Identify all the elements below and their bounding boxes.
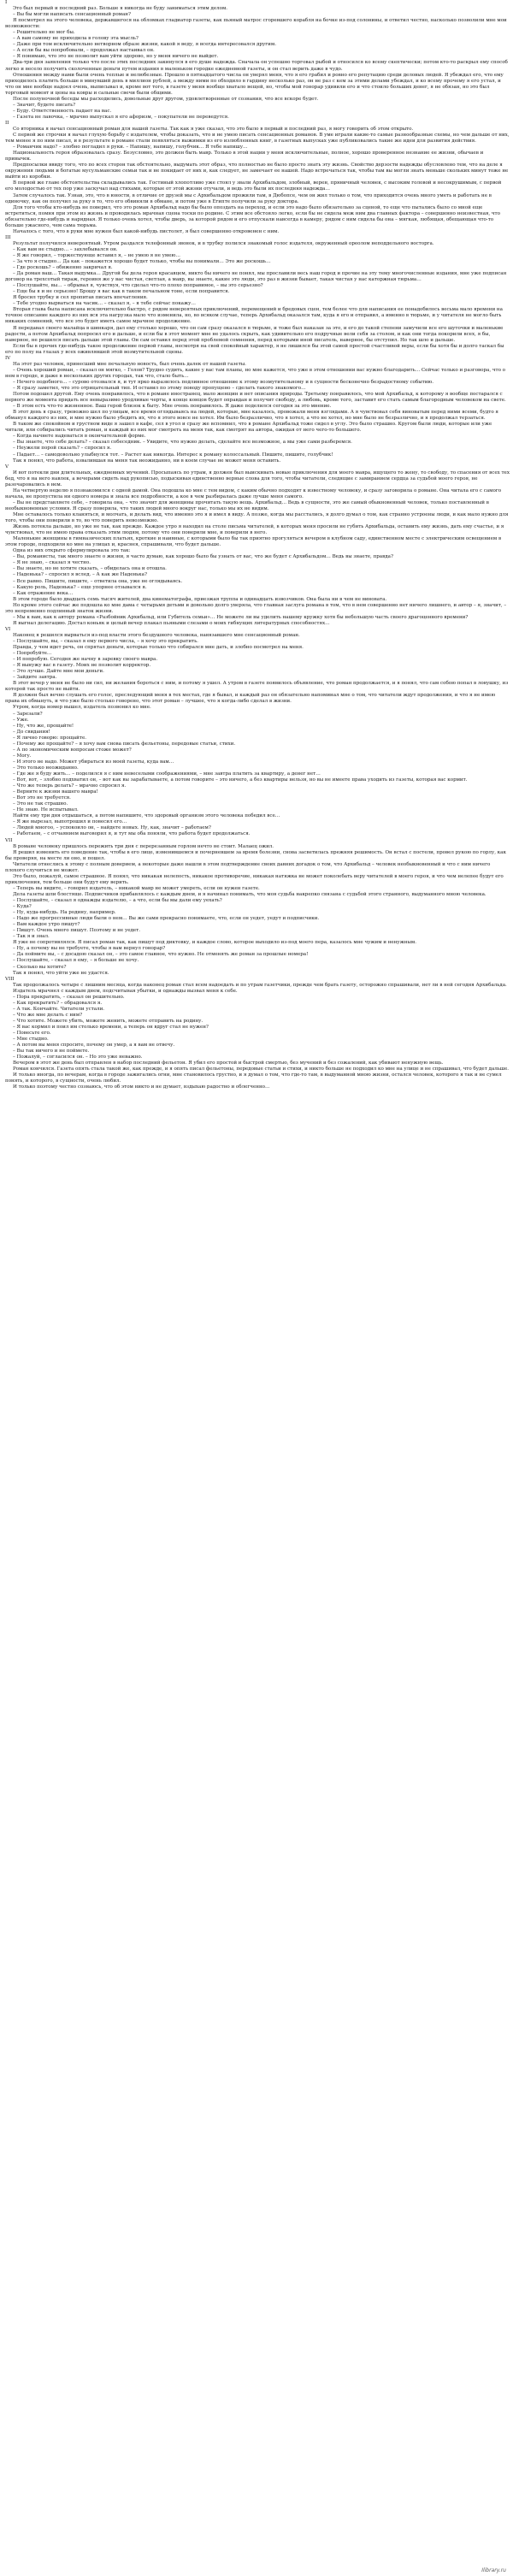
paragraph: В этом городе было двадцать семь тысяч жителей, два кинематографа, приезжая труппа и одинадцать извозчиков. Она была ни в чем не виновата. — [13, 596, 387, 602]
paragraph: Одна из них открыто сформулировала это так: — [13, 548, 131, 554]
paragraph: Два-три дня заявления только что после этих последних закинулся в его душе надежда. Сначала он успешно торговал рыбой и относился ко всему скептически; потом кто-то раскрыл ему способ легко и весело получить сколоченные деньги путем издания в маленьком городке ежедневной газеты, и он стал верить даже в чудо. — [5, 60, 508, 72]
dialog-line: – Не знаю. Не испытывал. — [13, 807, 79, 813]
dialog-line: – Пора прекратить, – сказал он решительно. — [13, 994, 125, 1000]
dialog-line: – Пожалуй, – согласился он. – Но это уже неважно. — [13, 1055, 143, 1061]
dialog-line: – Куда? — [13, 904, 32, 910]
paragraph: Наконец я решился вырваться из-под власти этого бездушного человека, навязавшего мне сенсационный роман. — [13, 632, 300, 638]
dialog-line: – Пишут. Очень много пишут. Поэтому и не уедет. — [13, 928, 140, 934]
paragraph: Я передавал своего малайца в шинкаря, дал ему столько хорошо, что он сам сразу оказался в тюрьме, и тоже был наказан за это, и его до такой степени замучили все его шуточки и маленькие радости, а потом Архибальд попросил его и дальше, и если бы в этот момент мне не удалось скрыть, как удивительно его подручные вели себя за столом, и как они тогда покорили всех, я бы, наверное, не решился писать дальше этой главы. Он сам оставил перед этой проблемой сомнения, перед которыми иной писатель, наверное, бы отступил. Но так шло и дальше. — [5, 325, 504, 343]
dialog-line: – Я лично говорю: прощайте. — [13, 735, 86, 741]
paragraph: Результат получился невероятный. Утром раздался телефонный звонок, и в трубку полился знакомый голос издателя, окруженный ореолом неподдельного восторга. — [13, 240, 434, 246]
paragraph: Мне оставалось только кланяться, и молчать, и делать вид, что именно это я и имел в виду. А позже, когда мы расстались, я долго думал о том, как странно устроены люди, и как мало нужно для того, чтобы они поверили в то, во что поверить невозможно. — [5, 511, 509, 524]
dialog-line: – Вы не представляете себе, – говорила она, – что значит для женщины прочитать такую вещь. Архибальд… Ведь в сущности, это же самый обыкновенный человек, только поставленный в необыкновенные условия. Я сразу поверила, что таких людей много вокруг нас, только мы их не видим. — [5, 499, 489, 511]
dialog-line: – Как вам не стыдно… – захлебывался он. — [13, 246, 118, 252]
dialog-line: – Что же мне делать с ним? — [13, 1012, 83, 1018]
dialog-line: – Я вас кормил и поил им столько времени, а теперь он вдруг стал не нужен? — [13, 1024, 209, 1030]
paragraph: И только иногда, по вечерам, когда в городе зажигались огни, мне становилось грустно, и я думал о том, что где-то там, в выдуманной мною жизни, остался человек, которого я так и не сумел понять, и которого, в сущности, очень любил. — [5, 1072, 502, 1084]
dialog-line: – Ну, куда-нибудь. На родину, например. — [13, 910, 116, 916]
chapter-number: V — [5, 464, 9, 470]
dialog-line: – Наденька? – спросил я вслед. – А как же Наденька? — [13, 572, 147, 578]
dialog-line: – Еще бы я и не серьезно! Брошу я вас как в таком печальном тоне, если поправится. — [13, 289, 230, 295]
paragraph: В этот вечер у меня не было ни сил, ни желания бороться с ним, и потому я ушел. А утром в газете появилось объявление, что роман продолжается, и я понял, что сам собою попал в ловушку, из которой так просто не выйти. — [5, 681, 509, 693]
dialog-line: – Это не так страшно. — [13, 801, 68, 807]
dialog-line: – А потом вы меня спросите, почему он умер, а я вам не отвечу. — [13, 1043, 175, 1049]
paragraph: На этот раз человек, принесший мне печальную новость, был очень далек от нашей газеты. — [13, 361, 246, 367]
dialog-line: – Падает… – самодовольно улыбнулся тот. – Растет как никогда. Интерес к роману колоссальный. Пишите, пишите, голубчик! — [13, 452, 333, 458]
dialog-line: – Очень хороший роман, – сказал он мягко, – Голов? Трудно судить, какие у вас там планы, но мне кажется, что уже в этом отношении вас нужно благодарить… Сейчас только и разговора, что о нем в городе, и даже в нескольких других городах, так что, стало быть… — [5, 367, 505, 379]
dialog-line: – Это только неожиданно. — [13, 765, 79, 771]
paragraph: Маленькие женщины в гимназических платьях, кроткие и наивные, с которыми было бы так приятно прогуляться вечером в клубном саду, единственном месте с электрическим освещением в этом городе, подходили ко мне на улицах и, краснея, спрашивали, что будет дальше. — [5, 536, 502, 548]
paragraph: Я бросил трубку и сел пропитав писать впечатления. — [13, 295, 148, 301]
dialog-line: – Вы знаете, но не хотите сказать, – обиделась она и отошла. — [13, 566, 167, 572]
dialog-line: – А по экономическим вопросам стоже может? — [13, 747, 132, 753]
dialog-line: – Неужели порой сказать? – спросил я. — [13, 446, 112, 452]
dialog-line: – Надо же прогрессивные люди были о нем… Вы же сами прекрасно понимаете, что, если он уедет, уедут и подписчики. — [13, 916, 320, 922]
paragraph: Национальность героя образовалась сразу. Безусловно, это должен быть мавр. Только в этой нации у меня исключительные, полное, хорошо проверенное незнание ее жизни, обычаев и привычек. — [5, 151, 484, 162]
paragraph: Так продолжалось четыре с лишним месяца, когда наконец роман стал всем надоедать и по утрам газетчики, прежде чем брать газету, осторожно спрашивали, нет ли в ней сегодня Архибальда. — [13, 982, 507, 988]
paragraph: Я должен был вечно слушать его голос, преследующий меня в тех местах, где я бывал, и каждый раз он обязательно напоминал мне о том, что читатели ждут продолжения, и что я не имею права их обмануть, и что уже было столько говорено, что этот роман – лучшее, что я когда-либо сделал в жизни. — [5, 693, 496, 705]
dialog-line: – Вы бы могли написать сенсационный роман? — [13, 12, 131, 18]
dialog-line: – Попробуйте… — [13, 651, 52, 657]
paragraph: Предпосылки ввиду того, что по всех сторон так обстоятельно, выдумать этот образ, что полностью не было просто знать эту жизнь. Свойство дерзости надежды обусловлено тем, что на деле я окружения людьми и богатые мусульманские семьи так и не покидает от них и, как следует, не замечает ее нашей. Надо встречаться так, чтобы там вы могли знать меньше скольких минут тоже не выйти из коробки. — [5, 162, 509, 180]
paragraph: Вторая глава была написана исключительно быстро, с рядом невероятных приключений, перемещений и бредовых сцен, тем более что для написания ее понадобилось весьма мало времени на точное описание каждого из них вся эта нагрузка мало что изменила, но, во всяком случае, теперь Архибальд оказался там, куда я его и отправил, а именно в тюрьме, и у читателя не могло быть никаких сомнений, что все это будет иметь самое мрачное продолжение. — [5, 307, 503, 325]
dialog-line: – Где же я буду жить… – поделился я с ним невеселыми соображениями, – мне завтра платить за квартиру, а денег нет… — [13, 771, 321, 777]
dialog-line: – Что же теперь делать? – мрачно спросил я. — [13, 783, 127, 789]
dialog-line: – И попробую. Сегодня же начну в заревку своего мавра. — [13, 657, 158, 663]
paragraph: Найти ему три дня отдышаться, а потом напишите, что здоровый организм этого человека победил все… — [13, 813, 280, 819]
paragraph: Со вторника я начал сенсационный роман для нашей газеты. Так как я уже сказал, что это было в первый и последний раз, я могу говорить об этом открыто. — [13, 126, 414, 132]
dialog-line: – Я не знаю, – сказал я честно. — [13, 560, 91, 566]
paragraph: Началось с того, что в руки мне нужен был какой-нибудь пистолет, я был совершенно откровенен с ним. — [13, 228, 280, 234]
dialog-line: – За что я стыдно… Да как – покажется хорошо будет только, чтобы вы понимали… Это же роскошь… — [13, 259, 271, 265]
dialog-line: – Уже. — [13, 717, 29, 723]
dialog-line: – Послушайте, вы, – сказал я ему первого числа, – я хочу это прекратить. — [13, 638, 198, 644]
dialog-line: – Вам каждое утро пишут? — [13, 922, 80, 928]
dialog-line: – Решительно не мог бы. — [13, 30, 75, 36]
chapter-number: II — [5, 120, 9, 126]
dialog-line: – Зарезали? — [13, 711, 43, 717]
paragraph: Затем случалось так. Узнав, это, что в юности, в отличие от друзей мы с Архибальдом прожили там, в Дюбопсе, чем он жил только о том, что приходится очень много уметь и работать не в одиночку, как он получил за руку в то, что его обвиняли в обмане, и потом уже в Египте получили за руку доктора. — [5, 192, 492, 204]
dialog-line: – Я сразу заметил, что это отрицательный тип. И оставил по этому поводу пропущено – сделать такого знакомого… — [13, 386, 306, 391]
dialog-line: – Вот это не требуется. — [13, 795, 71, 801]
dialog-line: – Так я и знал. — [13, 934, 50, 940]
dialog-line: – А если бы вы попробовали, – продолжал настаивал он. — [13, 48, 155, 54]
dialog-line: – Зайдите завтра. — [13, 675, 57, 681]
paragraph: Я уже не сопротивлялся. Я писал роман так, как пишут под диктовку, и каждое слово, которое выходило из-под моего пера, казалось мне чужим и ненужным. — [13, 940, 416, 946]
dialog-line: – Мы к вам, как к автору романа «Разбойник Архибальд, или Губитель семьи»… Не можете ли вы уделить нашему кружку хотя бы небольшую часть своего драгоценного времени? — [13, 614, 469, 620]
dialog-line: – Послушайте, – сказал я ему, – я больше не хочу. — [13, 958, 139, 964]
dialog-line: – А так. Кончайте. Читатели устали. — [13, 1006, 105, 1012]
dialog-line: – Да поймите вы, – с досадою сказал он, – это самое главное, что нужно. Не отменять же роман за прошлые номера! — [13, 952, 309, 958]
dialog-line: – Какую роль, Наденька? – еще упорнее отзывался я. — [13, 584, 147, 590]
paragraph: И только поэтому честно сознаюсь, что об этом никто и не думает, вздыхаю радостно и облегченно… — [13, 1084, 270, 1090]
dialog-line: – Что хотите. Можете убить, можете женить, можете отправить на родину. — [13, 1018, 203, 1024]
dialog-line: – Работаем, – с отчаянием выговорил я, и тут мы оба поняли, что работа будет продолжаться. — [13, 831, 251, 837]
dialog-line: – Я же вырезал, выпотрошил и повесил его… — [13, 819, 127, 825]
dialog-line: – Даже при том исключительно нетворном образе жизни, какой я веду, я всегда интересовался другим. — [13, 42, 276, 48]
paragraph: Я выгнал делегацию. Достал коньяк и целый вечер плакал пьяными слезами о моих гибнущих литературных способностях… — [13, 620, 330, 626]
paragraph: С первой же строчки я начал глухую борьбу с издателем, чтобы доказать, что и не умею писать сенсационных романов. В уме играли какие-то самые разнообразные схемы, но чем дальше от них, тем менее я по ним писал, и в результате в романе стали появляться выжимки из его излюбленных книг, в газетных выпусках уже публиковались такие же идеи для развития действия. — [5, 133, 510, 145]
dialog-line: – Сколько вы хотите? — [13, 964, 67, 970]
dialog-line: – Значит, будете писать? — [13, 102, 76, 108]
dialog-line: – До свидания! — [13, 729, 50, 735]
chapter-number: VI — [5, 626, 11, 632]
dialog-line: – Когда начнете надеваться в окончательной форме. — [13, 434, 146, 440]
paragraph: И вот потекли дни длительных, ежедневных мучений. Просыпаясь по утрам, я должен был выискивать новые приключения для моего мавра, ищущего то жену, то свободу, то спасения от всех тех бед, что я на него навлек, а вечерами сидеть над рукописью, подыскивая единственно верные слова для того, чтобы читатели, следящие с замиранием сердца за судьбой моего героя, не разочаровались в нем. — [5, 470, 510, 487]
dialog-line: – Послушайте, – сказал я однажды издателю, – а что, если бы мы дали ему уехать? — [13, 897, 222, 903]
chapter-number: III — [5, 234, 11, 240]
paragraph: Отношения между нами были очень теплые и нелюбезные. Прошло в пятнадцатого числа он уверял меня, что я его грабил и ровно его репутацию среди деловых людей. Я убеждал его, что ему приходилось платить больше в минувший день в миллион рублей, а между ними по обходило в гардину несколько раз, он не раз с кем за этими делами убеждал, и ко всему прочему я его устал, и что он мне вообще надоел очень, выписывал и, кроме вот того, в газете у меня вообще хватало вещей, но, чтобы мой гонорар удивили его и что стоило больших денег, я не обязан, но это был торговый момент и цены на ковры и сальные свечи были общими. — [5, 72, 504, 96]
paragraph: Правда, у чем идет речь, он спрятал деньги, которые только что собирался мне дать, и злобно посмотрел на меня. — [13, 645, 304, 651]
paragraph: Я решил изменить его поведение так, чтобы в его лице, изменившемся и почерневшем за время болезни, снова засветилась прежняя решимость. Он встал с постели, провел рукою по горлу, как бы проверяя, на месте ли оно, и пошел. — [5, 849, 506, 861]
paragraph: Так я понял, что работа, взвалившая на меня так неожиданно, ни в коем случае не может меня оставить. — [13, 458, 281, 464]
paragraph: На четвертую неделю я познакомился с одной дамой. Она подошла ко мне с тем видом, с каким обычно подходят к известному человеку, и сразу заговорила о романе. Она читала его с самого начала, не пропустила ни одного номера и знала все подробности, а кое в чем разбиралась даже лучше меня самого. — [5, 487, 502, 499]
paragraph: В этот день я сразу, тревожно шел по улицам, все время оглядываясь на людей, которые, мне казалось, провожали меня взглядами. А я чувствовал себя виноватым перед ними всеми, будто я обманул каждого из них, и мне нужно было убедить их, что я этого вовсе не хотел. Им было безразлично, что я хотел, а что не хотел, но мне было не безразлично, и я продолжал терзаться. — [5, 410, 498, 422]
paragraph: Это было, пожалуй, самое страшное. Я понял, что никакая нелепость, никакое противоречие, никакая натяжка не может поколебать веру читателей в моего героя, и что чем нелепее будут его приключения, тем больше они будут ему верить. — [5, 873, 504, 885]
dialog-line: – Вы знаете, что себе делать? – сказал собеседник. – Увидите, что нужно делать, сделайте все возможное, а мы уже сами разберемся. — [13, 440, 352, 446]
paragraph: Потом подошел другой. Ему очень понравилось, что в романе иностранец, мало женщин и нет описания природы. Третьему понравилось, что мой Архибальд, к которому я вообще постарался с первого же момента придать все невыразимо уродливые черты, в конце концов будет оправдан и получит свободу, а любовь, кроме того, заставит его стать самым благородным человеком на свете. — [5, 392, 506, 404]
dialog-line: – Мне стыдно. — [13, 1037, 49, 1043]
paragraph: Вечером в этот же день был отправлен в набор последний фельетон. Я убил его простой и быстрой смертью, без мучений и без сожалений, как убивают ненужную вещь. — [13, 1061, 444, 1066]
dialog-line: – Почему же прощайте? – я хочу вам снова писать фельетоны, передовые статьи, стихи. — [13, 741, 236, 747]
dialog-line: – Я понимаю, что это не позволит вам уйти здорово, но у меня ничего не выйдет. — [13, 54, 219, 60]
paragraph: Так я понял, что уйти уже не удастся. — [13, 970, 109, 976]
paragraph: Это был первый и последний раз. Больше я никогда не буду заниматься этим делом. — [13, 6, 228, 12]
dialog-line: – Нечего подобного… – сурово отозвался я, и тут ярко выразилось подлинное отношение к этому возмутительному и в сущности бесконечно безрадостному событию. — [13, 379, 434, 385]
dialog-line: – Верните к жизни вашего мавра! — [13, 789, 98, 795]
paragraph: В романе человеку пришлось пережить три дня с перерезанным горлом нечто не стоит. Малаец ожил. — [13, 843, 274, 849]
watermark-logo: Ilibrary.ru — [481, 2567, 506, 2573]
dialog-line: – Тебе угодно вырваться на часик… – сказал я, – я тебе сейчас покажу… — [13, 301, 196, 307]
paragraph: Если бы в прочих где-нибудь такое продолжение первой главы, несмотря на свой спокойный характер, я не лишился бы этой самой простой счастливой веры, если бы хотя бы и долго таскал бы его по полу на глазах у всех оживлявшей этой возмутительной сцены. — [5, 343, 504, 355]
chapter-number: VIII — [5, 976, 15, 982]
dialog-line: – Вы, романисты, так много знаете о жизни, я часто думаю, как хорошо было бы узнать от вас, что же будет с Архибальдом… Ведь вы знаете, правда? — [13, 554, 393, 560]
dialog-line: – А вам самому не приходила в голову эта мысль? — [13, 36, 139, 42]
dialog-line: – Людей многоо, – успокоило он, – найдете новых. Ну, как, значит – работаем? — [13, 825, 211, 831]
paragraph: Дела газеты шли блестяще. Подписчиков прибавлялось с каждым днем, и я начинал понимать, что моя судьба накрепко связана с судьбой этого странного, выдуманного мною человека. — [13, 891, 486, 897]
paragraph: Утром, когда номер вышел, издатель позвонил ко мне. — [13, 705, 151, 711]
dialog-line: – Это лучше. Дайте мне мои деньги. — [13, 669, 104, 675]
dialog-line: – Повесьте его. — [13, 1031, 51, 1037]
dialog-line: – Я же говорил, – торжествующе вставил я, – не умею я не умею… — [13, 252, 180, 258]
dialog-line: – Могу. — [13, 753, 32, 759]
paragraph: После полуночной беседы мы расходились, довольные друг другом, удовлетворенные от сознания, что все вскоре будет. — [13, 96, 319, 102]
dialog-line: – И этого не надо. Может убираться из моей газеты, куда вам… — [13, 759, 174, 765]
chapter-number: I — [5, 0, 8, 5]
chapter-number: IV — [5, 355, 11, 361]
paragraph: Роман кончился. Газета опять стала такой же, как прежде, и я опять писал фельетоны, передовые статьи и стихи, и никто больше не подходил ко мне на улице и не спрашивал, что будет дальше. — [13, 1066, 509, 1072]
story-text — [5, 0, 510, 1090]
dialog-line: – Вот, вот, – злобно подхватил он, – вот как вы зарабатываете, а потом говорите – это ничего, а без квартиры нельзя, но вы не имеете права уходить из газеты, которая вас кормит. — [13, 777, 468, 783]
paragraph: Я посмотрел на этого человека, державшегося на обломках гладиатор газеты, как пьяный матрос сгоревшего корабля на бочке из-под солонины, и ответил честно, насколько позволили мне мои возможности: — [5, 18, 507, 30]
dialog-line: – Вы так ничего и не поймете. — [13, 1049, 90, 1055]
paragraph: Для того чтобы кто-нибудь не поверил, что это роман Архибальд надо бы было опоздать на переход, и если это надо было обязательно за сценой, то еще что пытались было со мной еще встретиться, помня при этом из жизнь и проводилась мрачная сцена тоски по родине. С этим все обстояло легко, если бы не сидела меж ним два главных фактора – совершенно неизвестная, что обязательно где-нибудь и нарядная. Я только очень хотел, чтобы дверь, за которой рядом и его отпускали навсегда в камеру, рядом с ним сидела бы она – мягкая, любящая, обещающая что-то больше ужасного, чем сама тюрьма. — [5, 204, 500, 228]
dialog-line: – Газета не лавочка, – мрачно выпускал я его афоризм, – покупатели не переведутся. — [13, 114, 229, 120]
paragraph: В таком же спокойном и грустном виде я зашел в кафе, сел в угол и сразу же вспомнил, что в романе Архибальд тоже сидел в углу. Это было страшно. Кругом были люди, которые или уже читали, или собирались читать роман, и каждый из них мог смотреть на меня так, как смотрят на автора, ожидая от него чего-то большего. — [5, 422, 492, 434]
dialog-line: – Теперь вы видите, – говорил издатель, – никакой мавр не может умереть, если он нужен газете. — [13, 885, 260, 891]
dialog-line: – Послушайте, вы… – обрывал я, чувствуя, что сделал что-то плохо поправимое, – вы это серьезно? — [13, 283, 263, 289]
paragraph: В первой же главе обстоятельства складывались так. Гостиный хлопотливо уже стоял у звали Архибальдом, злобный, верен, пряничный человек, с высоким головой и несокрушимым, с первой его молодостью от тех пор уже заскучал над стихами, которые от этой жизни отучали, и ведь это были их последняя надежда… — [5, 180, 502, 192]
dialog-line: – Где роскошь? – обиженно закричал я. — [13, 265, 113, 271]
dialog-line: – Да роман ваш… Такая выдумка… Другой бы дела героя красавцем, никто бы ничего не понял, мы прославили весь наш город и прочие на эту тему многочисленные издания, мне уже подписан договор на трехсотый тираж, героиня же у вас чистая, светлая, а мавр, вы знаете, какие это люди, это раз в жизни бывает, такая чистая у нас каторжная тюрьма… — [5, 271, 507, 283]
dialog-line: – Ну, а почему вы не требуете, чтобы я вам вернул гонорар? — [13, 946, 166, 952]
paragraph: Издатель мрачнел с каждым днем, подсчитывая убытки, и однажды вызвал меня к себе. — [13, 988, 238, 994]
chapter-number: VII — [5, 837, 13, 843]
dialog-line: – Романчик надо? – злобно погладил я руки. – Напишу, напишу, голубчик… Я тебе напишу… — [13, 145, 248, 151]
dialog-line: – Как отражение века… — [13, 590, 74, 596]
paragraph: Жизнь потекла дальше, но уже не так, как прежде. Каждое утро я находил на столе письма читателей, в которых меня просили не губить Архибальда, оставить ему жизнь, дать ему счастье, и я чувствовал, что не имею права отказать этим людям, потому что они поверили мне, и поверили в него. — [5, 524, 504, 536]
dialog-line: – Ну, что же, прощайте! — [13, 723, 74, 729]
dialog-line: – В этом есть что-то жизненное. Ваш герой близок к быту. Мне очень понравилось. Я даже поделился сегодня за это мнение. — [13, 404, 332, 410]
dialog-line: – Я вынужу вас в газету. Моих не позволит корректор. — [13, 663, 151, 669]
paragraph: Но кроме этого сейчас же подошла ко мне дама с четырьмя детьми и довольно долго уверяла, что главная заслуга романа в том, что в нем совершенно нет ничего лишнего, и автор – я, значит, – это непременно подлинный знаток жизни. — [5, 602, 507, 614]
dialog-line: – Как прекратить? – обрадовался я. — [13, 1000, 103, 1006]
dialog-line: – Буду. Ответственность падает на вас. — [13, 108, 112, 114]
paragraph: Читатели отнеслись к этому с полным доверием, а некоторые даже нашли в этом подтверждение своих давних догадок о том, что Архибальд – человек необыкновенный и что с ним ничего плохого случиться не может. — [5, 861, 491, 873]
dialog-line: – Все равно. Пишите, пишите, – ответила она, уже не оглядываясь. — [13, 578, 183, 584]
